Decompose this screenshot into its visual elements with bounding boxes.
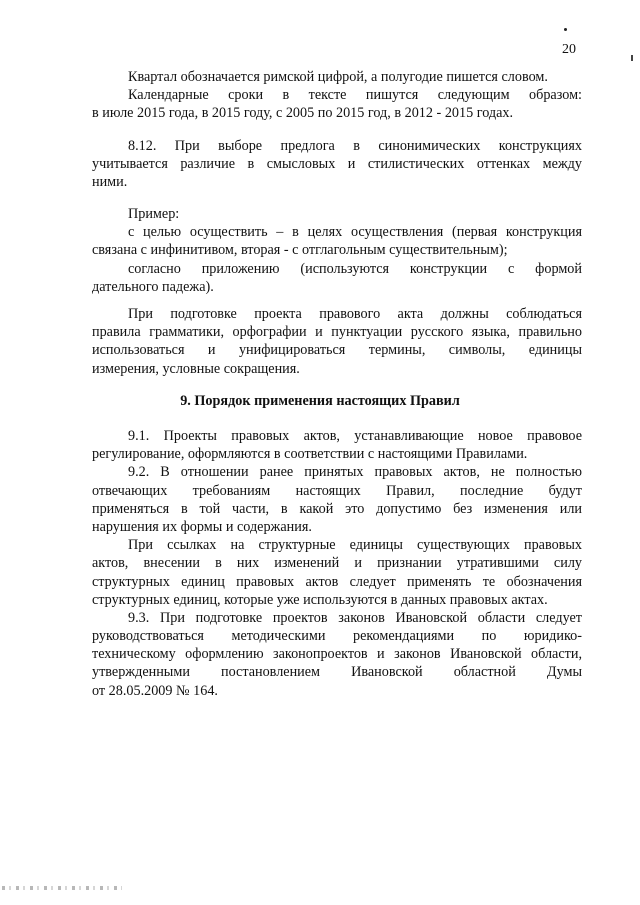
text-line: учитывается различие в смысловых и стилистических оттенках между: [92, 156, 582, 173]
text-line: правила грамматики, орфографии и пунктуации русского языка, правильно: [92, 324, 582, 341]
text-line: техническому оформлению законопроектов и законов Ивановской области,: [92, 646, 582, 663]
text-line: руководствоваться методическими рекомендациями по юридико-: [92, 628, 582, 645]
text-line: использоваться и унифицироваться термины, символы, единицы: [92, 342, 582, 359]
text-line: актов, внесении в них изменений и признании утратившими силу: [92, 555, 582, 572]
text-line: отвечающих требованиям настоящих Правил, последние будут: [92, 482, 582, 499]
text-line: от 28.05.2009 № 164.: [92, 682, 218, 699]
text-line: дательного падежа).: [92, 278, 214, 295]
paragraph-dates: [92, 68, 582, 123]
scan-mark: [631, 55, 633, 61]
paragraph-8-12: [92, 137, 582, 192]
text-line: нарушения их формы и содержания.: [92, 518, 312, 535]
text-line: При подготовке проекта правового акта должны соблюдаться: [128, 306, 582, 322]
section-9-body: [92, 427, 582, 700]
text-line: 9.2. В отношении ранее принятых правовых актов, не полностью: [128, 464, 582, 481]
text-line: При ссылках на структурные единицы существующих правовых: [128, 537, 582, 554]
text-line: Календарные сроки в тексте пишутся следующим образом:: [128, 87, 582, 104]
text-line: 9.3. При подготовке проектов законов Ивановской области следует: [128, 609, 582, 626]
text-line: структурных единиц правовых актов следует применять те обозначения: [92, 573, 582, 590]
text-line: согласно приложению (используются конструкции с формой: [128, 260, 582, 277]
text-line: применяться в той части, в какой это допустимо без изменения или: [92, 500, 582, 517]
paragraph-example: [92, 205, 582, 296]
text-line: Пример:: [128, 206, 180, 222]
text-line: измерения, условные сокращения.: [92, 360, 300, 377]
text-line: 8.12. При выборе предлога в синонимических конструкциях: [128, 138, 582, 154]
text-line: ними.: [92, 174, 128, 191]
text-line: 9.1. Проекты правовых актов, устанавливающие новое правовое: [128, 428, 582, 444]
paragraph-grammar: [92, 305, 582, 378]
text-line: связана с инфинитивом, вторая - с отглагольным существительным);: [92, 242, 508, 259]
scan-dot: [564, 28, 567, 31]
text-line: Квартал обозначается римской цифрой, а полугодие пишется словом.: [128, 69, 548, 85]
text-line: утвержденными постановлением Ивановской областной Думы: [92, 664, 582, 681]
text-line: регулирование, оформляются в соответствии с настоящими Правилами.: [92, 446, 528, 463]
page-number: 20: [562, 42, 576, 57]
scan-artifact: [2, 886, 122, 890]
text-line: в июле 2015 года, в 2015 году, с 2005 по 2015 год, в 2012 - 2015 годах.: [92, 105, 514, 122]
text-line: с целью осуществить – в целях осуществления (первая конструкция: [128, 224, 582, 241]
text-line: структурных единиц, которые уже используются в данных правовых актах.: [92, 591, 548, 608]
section-heading: 9. Порядок применения настоящих Правил: [180, 393, 460, 409]
